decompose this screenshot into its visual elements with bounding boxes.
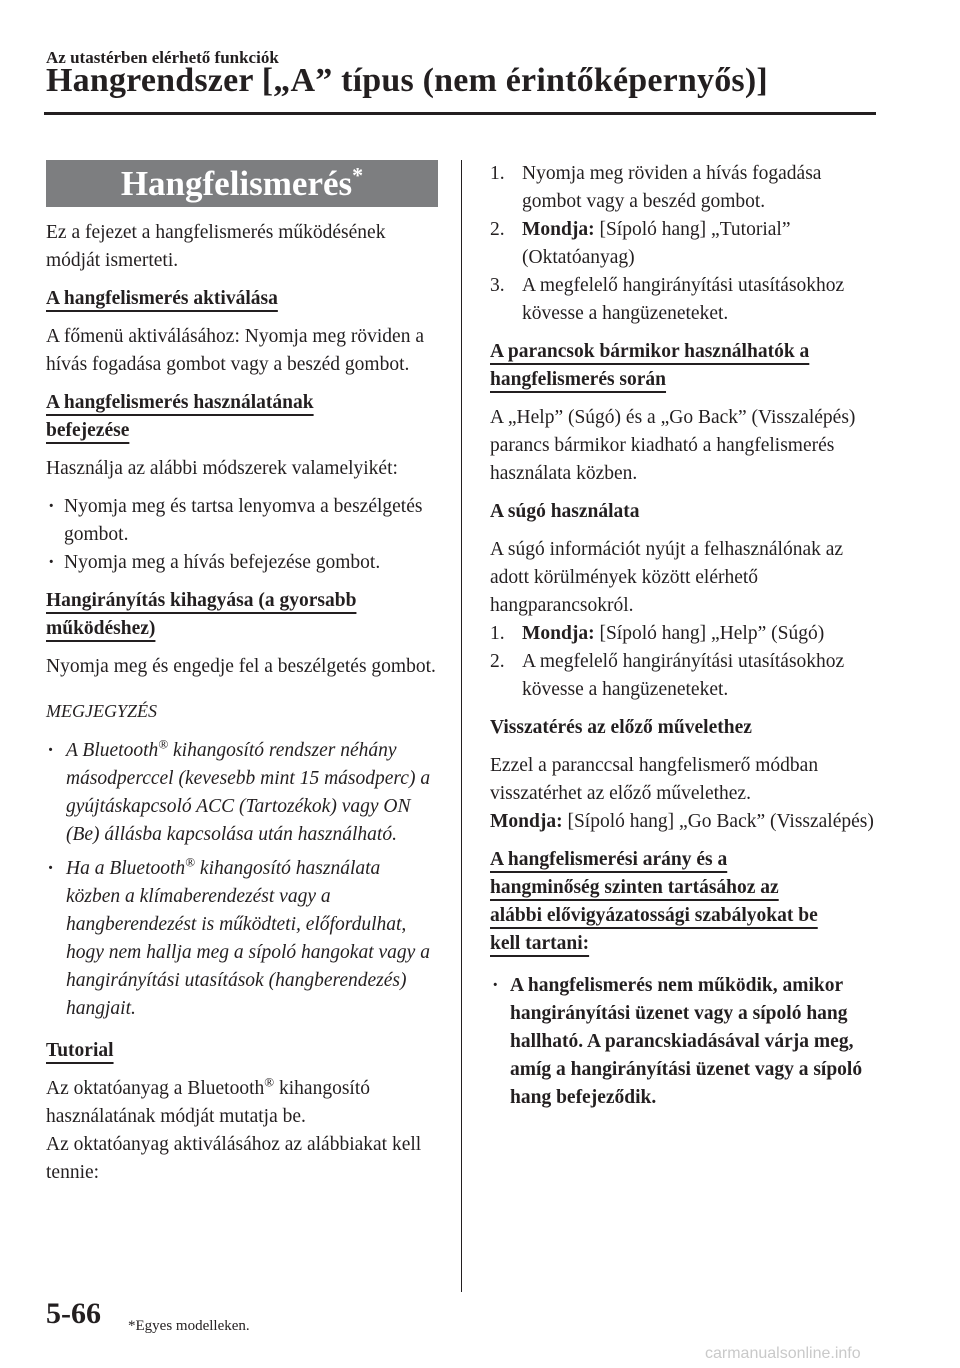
list-item: · Nyomja meg és tartsa lenyomva a beszélgetés gombot.	[46, 493, 438, 549]
section-banner	[46, 160, 438, 207]
list-item: · Nyomja meg a hívás befejezése gombot.	[46, 549, 438, 577]
anytime-text: A „Help” (Súgó) és a „Go Back” (Visszalépés) parancs bármikor kiadható a hangfelismerés használata közben.	[490, 407, 856, 484]
end-bullet-list	[46, 493, 438, 577]
help-text: A súgó információt nyújt a felhasználónak az adott körülmények között elérhető hangparancsokról.	[490, 539, 844, 616]
back-say: Mondja: [Sípoló hang] „Go Back” (Visszalépés)	[490, 811, 874, 832]
list-item: · Ha a Bluetooth® kihangosító használata közben a klímaberendezést vagy a hangberendezést is működteti, előfordulhat, hogy nem hallja meg a sípoló hangokat vagy a hangirányítási utasítások (hangberendezés) hangjait.	[46, 855, 438, 1023]
note-bullet-list	[46, 737, 438, 1023]
footnote: *Egyes modelleken.	[128, 1318, 250, 1334]
page-number: 5-66	[46, 1297, 101, 1330]
skip-text: Nyomja meg és engedje fel a beszélgetés gombot.	[46, 656, 436, 677]
tutorial-text-1: Az oktatóanyag a Bluetooth® kihangosító használatának módját mutatja be.	[46, 1074, 370, 1127]
intro-text: Ez a fejezet a hangfelismerés működésének módját ismerteti.	[46, 222, 386, 271]
column-divider	[461, 160, 462, 1292]
end-heading: A hangfelismerés használatának befejezése	[46, 392, 314, 441]
banner-title: Hangfelismerés	[120, 164, 353, 203]
note-heading: MEGJEGYZÉS	[46, 701, 157, 721]
list-item: · A hangfelismerés nem működik, amikor hangirányítási üzenet vagy a sípoló hang hallható. A parancskiadásával várja meg, amíg a hangirányítási üzenet vagy a sípoló hang befejeződik.	[490, 972, 880, 1112]
rules-bullet-list	[490, 972, 880, 1112]
list-item: · A Bluetooth® kihangosító rendszer néhány másodperccel (kevesebb mint 15 másodperc) a gyújtáskapcsoló ACC (Tartozékok) vagy ON (Be) állásba kapcsolása után használható.	[46, 737, 438, 849]
activate-heading: A hangfelismerés aktiválása	[46, 288, 278, 309]
banner-asterisk: *	[352, 162, 364, 188]
right-column	[490, 160, 880, 1122]
left-column	[46, 160, 438, 1197]
activate-text: A főmenü aktiválásához: Nyomja meg röviden a hívás fogadása gombot vagy a beszéd gombot.	[46, 326, 424, 375]
tutorial-steps	[490, 160, 880, 328]
back-text: Ezzel a paranccsal hangfelismerő módban visszatérhet az előző művelethez.	[490, 755, 819, 804]
end-text: Használja az alábbi módszerek valamelyikét:	[46, 458, 398, 479]
rules-heading: A hangfelismerési arány és a hangminőség szinten tartásához az alábbi elővigyázatossági szabályokat be kell tartani:	[490, 849, 818, 954]
watermark: carmanualsonline.info	[705, 1345, 861, 1362]
back-heading: Visszatérés az előző művelethez	[490, 717, 752, 738]
page-title: Hangrendszer [„A” típus (nem érintőképernyős)]	[46, 62, 768, 99]
list-item: 2. A megfelelő hangirányítási utasításokhoz kövesse a hangüzeneteket.	[490, 651, 845, 700]
anytime-heading: A parancsok bármikor használhatók a hangfelismerés során	[490, 341, 810, 390]
skip-heading: Hangirányítás kihagyása (a gyorsabb működéshez)	[46, 590, 357, 639]
list-item: 2. Mondja: [Sípoló hang] „Tutorial” (Oktatóanyag)	[490, 219, 791, 268]
tutorial-heading: Tutorial	[46, 1040, 114, 1061]
title-rule	[44, 112, 876, 115]
help-heading: A súgó használata	[490, 501, 640, 522]
list-item: 3. A megfelelő hangirányítási utasításokhoz kövesse a hangüzeneteket.	[490, 275, 845, 324]
list-item: 1. Mondja: [Sípoló hang] „Help” (Súgó)	[490, 623, 825, 644]
tutorial-text-2: Az oktatóanyag aktiválásához az alábbiakat kell tennie:	[46, 1134, 422, 1183]
help-steps	[490, 620, 880, 704]
section-label: Az utastérben elérhető funkciók	[46, 48, 279, 67]
list-item: 1. Nyomja meg röviden a hívás fogadása gombot vagy a beszéd gombot.	[490, 163, 822, 212]
